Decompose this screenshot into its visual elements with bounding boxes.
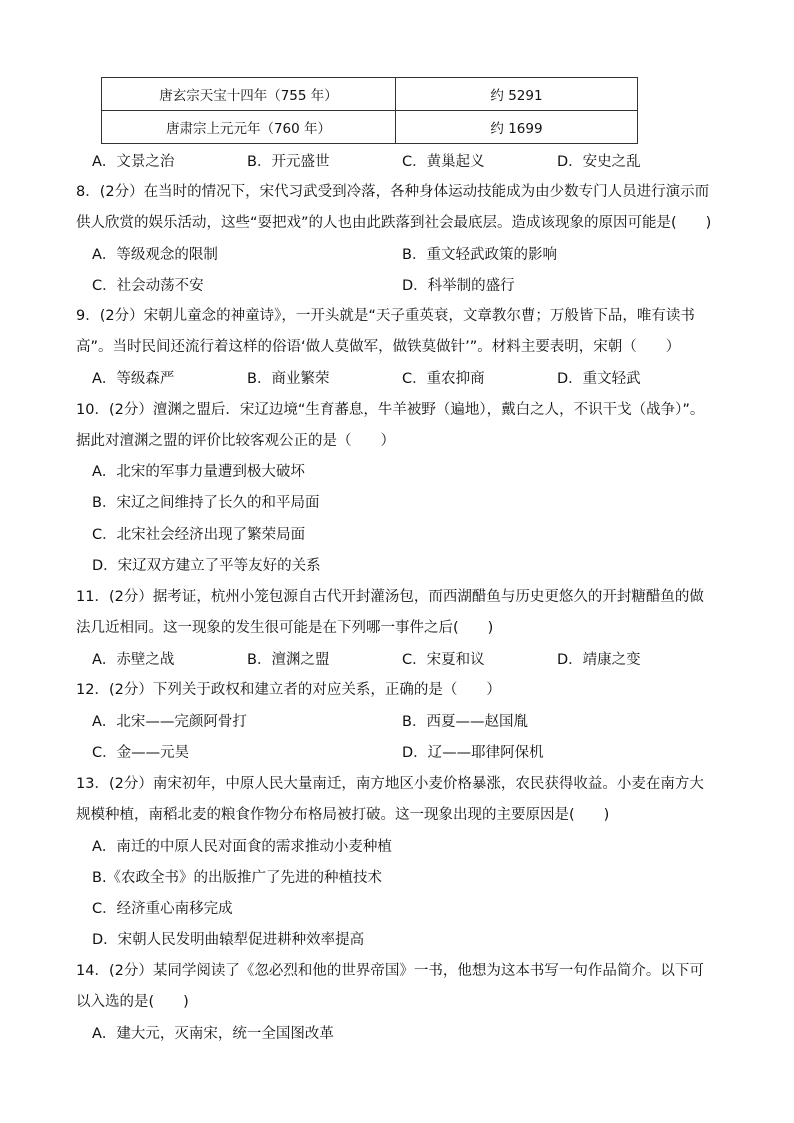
q10-stem-line-1: 10．(2分）澶渊之盟后．宋辽边境“生育蕃息，牛羊被野（遍地），戴白之人，不识干戈（战争）”。 [76,402,705,418]
q13-option-c[interactable]: C．经济重心南移完成 [92,901,233,917]
q12-stem-line-1: 12．(2分）下列关于政权和建立者的对应关系，正确的是（ ） [76,682,501,698]
table-row [102,78,638,111]
q14-stem-line-1: 14．(2分）某同学阅读了《忽必烈和他的世界帝国》一书，他想为这本书写一句作品简介。以下可 [76,963,704,979]
q8-options-row-2 [0,276,794,296]
q13-stem-line-2: 规模种植，南稻北麦的粮食作物分布格局被打破。这一现象出现的主要原因是( ) [76,807,610,823]
q10-option-b[interactable]: B．宋辽之间维持了长久的和平局面 [92,495,320,511]
population-table [101,77,638,144]
q14-option-a[interactable]: A．建大元，灭南宋，统一全国图改革 [92,1026,334,1042]
q8-stem-line-1: 8．(2分）在当时的情况下，宋代习武受到冷落，各种身体运动技能成为由少数专门人员进行演示而 [76,184,710,200]
q11-option-d[interactable]: D．靖康之变 [557,652,641,668]
q9-stem-line-2: 高”。当时民间还流行着这样的俗语‘做人莫做军，做铁莫做针’”。材料主要表明，宋朝（ ） [76,339,681,355]
q9-option-b[interactable]: B．商业繁荣 [247,371,330,387]
q10-option-d[interactable]: D．宋辽双方建立了平等友好的关系 [92,558,321,574]
table-cell-event: 唐玄宗天宝十四年（755 年） [102,78,396,111]
q11-option-c[interactable]: C．宋夏和议 [402,652,485,668]
q11-option-b[interactable]: B．澶渊之盟 [247,652,330,668]
q9-option-a[interactable]: A．等级森严 [92,371,175,387]
q8-option-b[interactable]: B．重文轻武政策的影响 [402,247,557,263]
q13-option-a[interactable]: A．南迁的中原人民对面食的需求推动小麦种植 [92,839,392,855]
q12-options-row-2 [0,743,794,763]
q12-option-b[interactable]: B．西夏——赵国胤 [402,714,528,730]
q7-option-b[interactable]: B．开元盛世 [247,154,330,170]
q7-option-d[interactable]: D．安史之乱 [557,154,641,170]
q8-options-row-1 [0,245,794,265]
q12-option-a[interactable]: A．北宋——完颜阿骨打 [92,714,247,730]
q9-option-c[interactable]: C．重农抑商 [402,371,485,387]
q8-option-d[interactable]: D．科举制的盛行 [402,278,515,294]
q9-option-d[interactable]: D．重文轻武 [557,371,641,387]
q12-options-row-1 [0,712,794,732]
q11-stem-line-1: 11．(2分）据考证，杭州小笼包源自古代开封灌汤包，而西湖醋鱼与历史更悠久的开封糖醋鱼的做 [76,589,704,605]
q7-option-a[interactable]: A．文景之治 [92,154,175,170]
q11-options [0,650,794,670]
q13-stem-line-1: 13．(2分）南宋初年，中原人民大量南迁，南方地区小麦价格暴涨，农民获得收益。小麦在南方大 [76,776,704,792]
q11-stem-line-2: 法几近相同。这一现象的发生很可能是在下列哪一事件之后( ) [76,620,494,636]
table-cell-event: 唐肃宗上元元年（760 年） [102,111,396,144]
table-cell-value: 约 5291 [396,78,638,111]
table-row [102,111,638,144]
q11-option-a[interactable]: A．赤壁之战 [92,652,175,668]
q8-option-a[interactable]: A．等级观念的限制 [92,247,218,263]
q9-stem-line-1: 9．(2分）宋朝儿童念的神童诗》，一开头就是“天子重英衰，文章教尔曹；万般皆下品，唯有读书 [76,308,695,324]
q10-option-c[interactable]: C．北宋社会经济出现了繁荣局面 [92,527,306,543]
q7-option-c[interactable]: C．黄巢起义 [402,154,485,170]
q10-stem-line-2: 据此对澶渊之盟的评价比较客观公正的是（ ） [76,433,395,449]
q7-options [0,152,794,172]
table-cell-value: 约 1699 [396,111,638,144]
q9-options [0,369,794,389]
q8-stem-line-2: 供人欣赏的娱乐活动，这些“耍把戏”的人也由此跌落到社会最底层。造成该现象的原因可能是( ) [76,215,712,231]
q8-option-c[interactable]: C．社会动荡不安 [92,278,204,294]
q10-option-a[interactable]: A．北宋的军事力量遭到极大破坏 [92,464,305,480]
q13-option-d[interactable]: D．宋朝人民发明曲辕犁促进耕种效率提高 [92,932,365,948]
q14-stem-line-2: 以入选的是( ) [76,994,189,1010]
q12-option-c[interactable]: C．金——元昊 [92,745,190,761]
q12-option-d[interactable]: D．辽——耶律阿保机 [402,745,544,761]
q13-option-b[interactable]: B.《农政全书》的出版推广了先进的种植技术 [92,870,383,886]
